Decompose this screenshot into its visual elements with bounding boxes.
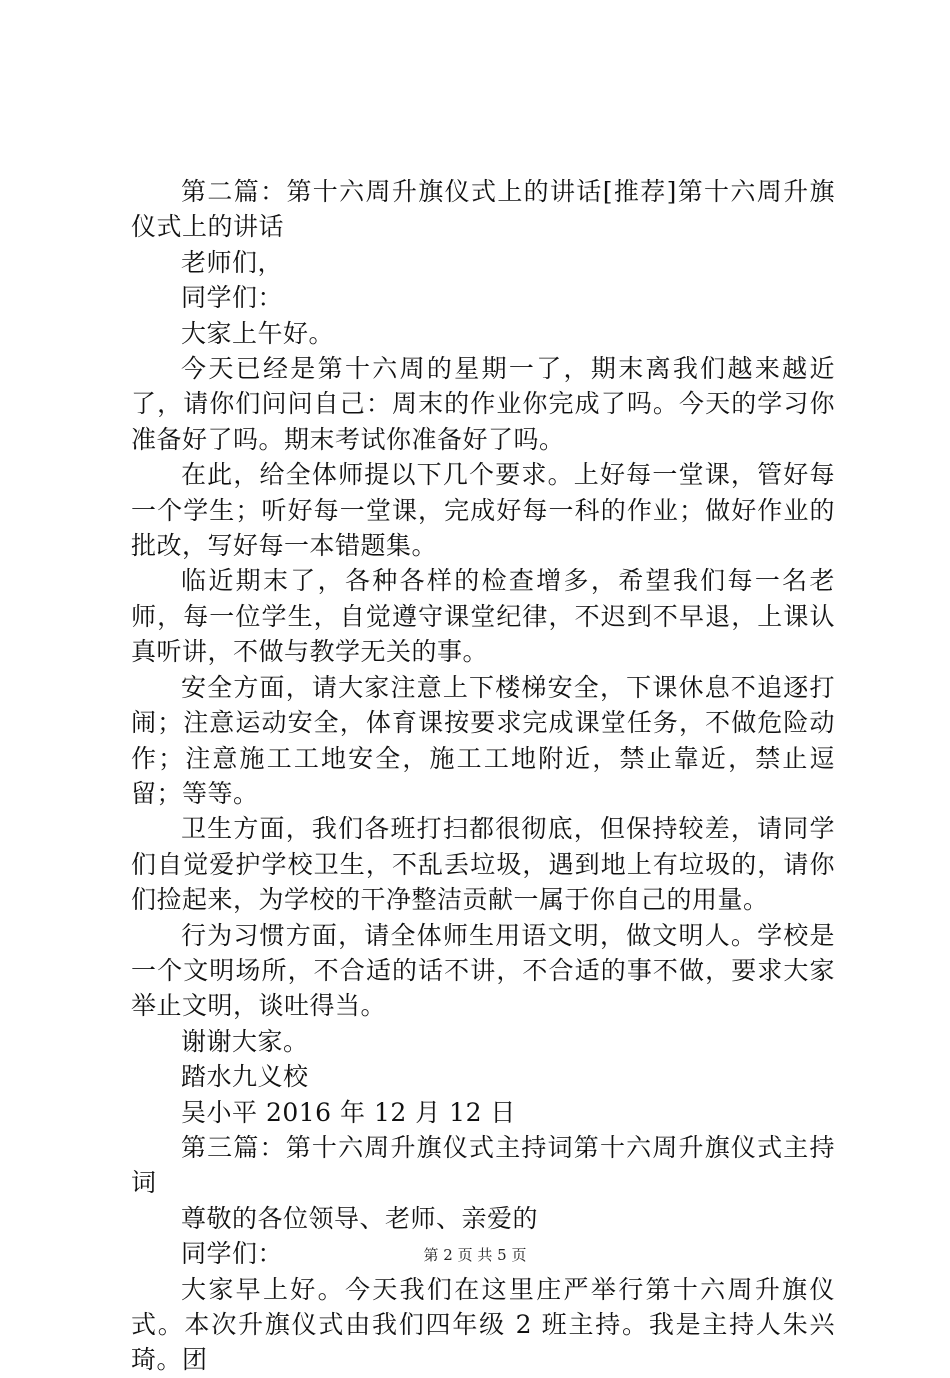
salutation-leaders: 尊敬的各位领导、老师、亲爱的 <box>181 1203 539 1233</box>
body-paragraph: 卫生方面，我们各班打扫都很彻底，但保持较差，请同学们自觉爱护学校卫生，不乱丢垃圾，遇到地上有垃圾的，请你们捡起来，为学校的干净整洁贡献一属于你自己的用量。 <box>131 814 835 915</box>
body-paragraph: 临近期末了，各种各样的检查增多，希望我们每一名老师，每一位学生，自觉遵守课堂纪律，不迟到不早退，上课认真听讲，不做与教学无关的事。 <box>131 566 835 667</box>
heading-part-two: 第二篇：第十六周升旗仪式上的讲话[推荐]第十六周升旗仪式上的讲话 <box>131 177 835 242</box>
page-number-footer: 第 2 页 共 5 页 <box>423 1246 527 1264</box>
body-paragraph: 今天已经是第十六周的星期一了，期末离我们越来越近了，请你们问问自己：周末的作业你完成了吗。今天的学习你准备好了吗。期末考试你准备好了吗。 <box>131 354 835 454</box>
salutation-students: 同学们： <box>181 283 284 313</box>
body-paragraph: 行为习惯方面，请全体师生用语文明，做文明人。学校是一个文明场所，不合适的话不讲，不合适的事不做，要求大家举止文明，谈吐得当。 <box>131 920 835 1021</box>
heading-part-three: 第三篇：第十六周升旗仪式主持词第十六周升旗仪式主持词 <box>131 1132 835 1198</box>
body-paragraph: 大家早上好。今天我们在这里庄严举行第十六周升旗仪式。本次升旗仪式由我们四年级 2 班主持。我是主持人朱兴琦。团 <box>131 1274 835 1375</box>
document-body <box>131 174 835 1378</box>
salutation-teachers: 老师们， <box>181 247 284 277</box>
body-paragraph: 安全方面，请大家注意上下楼梯安全，下课休息不追逐打闹；注意运动安全，体育课按要求完成课堂任务，不做危险动作；注意施工工地安全，施工工地附近，禁止靠近，禁止逗留；等等。 <box>131 672 835 808</box>
body-paragraph: 在此，给全体师提以下几个要求。上好每一堂课，管好每一个学生；听好每一堂课，完成好每一科的作业；做好作业的批改，写好每一本错题集。 <box>131 460 835 561</box>
signature-school: 踏水九义校 <box>181 1062 309 1092</box>
salutation-students: 同学们： <box>181 1239 284 1269</box>
greeting: 大家上午好。 <box>181 318 335 348</box>
closing-thanks: 谢谢大家。 <box>181 1026 309 1056</box>
signature-name-date: 吴小平 2016 年 12 月 12 日 <box>181 1097 516 1127</box>
